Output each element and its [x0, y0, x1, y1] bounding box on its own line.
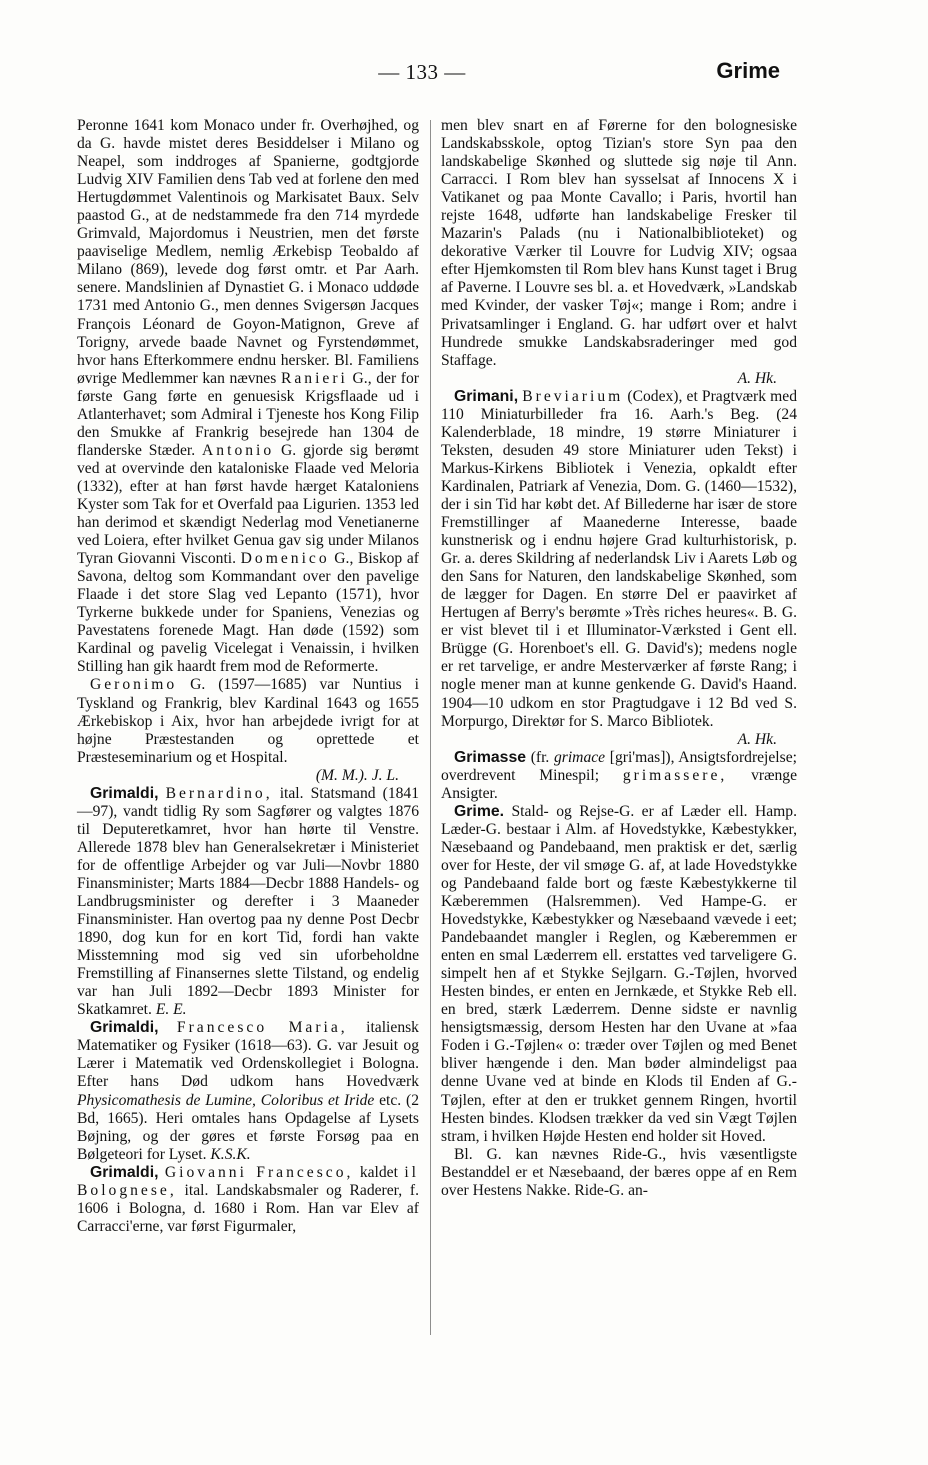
entry-grimasse: Grimasse (fr. grimace [gri'mas]), Ansigtsfordrejelse; overdrevent Minespil; grimassere, vrænge Ansigter.	[441, 748, 797, 802]
entry-grimaldi-giovanni: Grimaldi, Giovanni Francesco, kaldet il Bolognese, ital. Landskabsmaler og Raderer, f. 1606 i Bologna, d. 1680 i Rom. Han var Elev af Carracci'erne, var først Figurmaler,	[77, 1163, 419, 1235]
ride-grime-paragraph: Bl. G. kan nævnes Ride-G., hvis væsentligste Bestanddel er et Næsebaand, der bæres oppe af en Rem over Hestens Nakke. Ride-G. an-	[441, 1145, 797, 1199]
headword: Grimaldi,	[90, 784, 159, 802]
signature: K.S.K.	[210, 1145, 251, 1163]
left-column	[77, 117, 419, 1236]
signature: E. E.	[155, 1001, 187, 1019]
entry-grimaldi-bernardino: Grimaldi, Bernardino, ital. Statsmand (1841—97), vandt tidlig Ry som Sagfører og valgtes 1876 til Deputeretkamret, hvor han hørte til Venstre. Allerede 1878 blev han Generalsekretær i Ministeriet for de offentlige Arbejder og var Juli—Novbr 1880 Finansminister; Marts 1884—Decbr 1888 Handels- og Landbrugsminister og derefter i 3 Maaneder Finansminister. Han overtog paa ny denne Post Decbr 1890, dog kun for en kort Tid, fordi han vakte Misstemning mod sig ved sin uforbeholdne Fremstilling af Finansernes slette Tilstand, og endelig var han Juli 1892—Decbr 1893 Minister for Skatkamret. E. E.	[77, 784, 420, 1019]
signature: A. Hk.	[737, 730, 777, 748]
grimaldi-continued-paragraph: men blev snart en af Førerne for den bolognesiske Landskabsskole, optog Tizian's store Syn paa den landskabelige Skønhed og sluttede sig nøje til Ann. Carracci. I Rom blev han sysselsat af Innocens X i Vatikanet og paa Monte Cavallo; i Paris, hvortil han rejste 1648, udførte han landskabelige Fresker til Mazarin's Palads (nu i Nationalbiblioteket) og dekorative Værker til Louvre for Ludvig XIV; ogsaa efter Hjemkomsten til Rom blev hans Kunst taget i Brug af Paverne. I Louvre ses bl. a. et Hovedværk, »Landskab med Kvinder, der vasker Tøj«; mange i Rom; andre i Privatsamlinger i England. G. har udført over et halvt Hundrede smukke Landskabsraderinger med god Staffage. A. Hk.	[441, 117, 797, 387]
headword: Grime.	[454, 802, 505, 820]
entry-grimani: Grimani, Breviarium (Codex), et Pragtværk med 110 Miniaturbilleder fra 16. Aarh.'s Beg. (24 Kalenderblade, 18 mindre, 19 større Miniaturer i Teksten, desuden 49 store Miniaturer uden Tekst) i Markus-Kirkens Bibliotek i Venezia, opkaldt efter Kardinalen, Patriark af Venezia, Dom. G. (1460—1532), der i sin Tid har købt det. Af Billederne har især de store Fremstillinger af Maanederne Interesse, baade kunstnerisk og i endnu højere Grad kulturhistorisk, p. Gr. a. deres Skildring af nederlandsk Liv i Aarets Løb og den Sans for Naturen, den landskabelige Skønhed, som de lægger for Dagen. En større Del er paavirket af Hertugen af Berry's berømte »Très riches heures«. B. G. er vist blevet til i et Illuminator-Værksted i Gent ell. Brügge (G. Horenboet's ell. G. David's); medens nogle er ret tarvelige, er andre Mesterværker af første Rang; i nogle mener man at kunne genkende G. David's Haand. 1904—10 udkom en stor Pragtudgave i 12 Bd ved S. Morpurgo, Direktør for S. Marco Bibliotek. A. Hk.	[441, 387, 797, 748]
right-column	[441, 117, 797, 1200]
headword: Grimaldi,	[90, 1163, 159, 1181]
signature: (M. M.). J. L.	[315, 766, 399, 784]
headword: Grimani,	[454, 387, 519, 405]
column-divider	[430, 120, 431, 1335]
headword: Grimaldi,	[90, 1019, 159, 1037]
monaco-paragraph: Peronne 1641 kom Monaco under fr. Overhøjhed, og da G. havde mistet deres Besiddelser i Milano og Neapel, som inddroges af Spanierne, godtgjorde Ludvig XIV Familien dens Tab ved at forlene den med Hertugdømmet Valentinois og Markisatet Baux. Selv paastod G., at de nedstammede fra den 714 myrdede Grimvald, Majordomus i Neustrien, men det første paaviselige Medlem, nemlig Ærkebisp Teobaldo af Milano (869), levede dog først omtr. et Par Aarh. senere. Mandslinien af Dynastiet G. i Monaco uddøde 1731 med Antonio G., men dennes Svigersøn Jacques François Léonard de Goyon-Matignon, Greve af Torigny, arvede baade Navnet og Fyrstendømmet, hvor hans Efterkommere endnu hersker. Bl. Familiens øvrige Medlemmer kan nævnes Ranieri G., der for første Gang førte en genuesisk Krigsflaade ud i Atlanterhavet; som Admiral i Tjeneste hos Kong Filip den Smukke af Frankrig besejrede han 1304 de flanderske Stæder. Antonio G. gjorde sig berømt ved at overvinde den kataloniske Flaade ved Meloria (1332), efter at han først havde hærget Kataloniens Kyster som Tak for et Overfald paa Ligurien. 1353 led han derimod et skændigt Nederlag mod Venetianerne ved Loiera, efter hvilket Genua gav sig under Milanos Tyran Giovanni Visconti. Domenico G., Biskop af Savona, deltog som Kommandant over den pavelige Flaade i det store Slag ved Lepanto (1571), hvor Tyrkerne bukkede under for Spaniens, Venezias og Pavestatens forenede Magt. Han døde (1592) som Kardinal og pavelig Vicelegat i Venaissin, i hvilken Stilling han gik haardt frem mod de Reformerte.	[77, 117, 420, 676]
page-number: — 133 —	[378, 60, 466, 84]
geronimo-paragraph: Geronimo G. (1597—1685) var Nuntius i Tyskland og Frankrig, blev Kardinal 1643 og 1655 Ærkebiskop i Aix, hvor han arbejdede ivrigt for at højne Præstestanden og oprettede et Præsteseminarium og et Hospital. (M. M.). J. L.	[77, 676, 419, 784]
entry-grime: Grime. Stald- og Rejse-G. er af Læder ell. Hamp. Læder-G. bestaar i Alm. af Hovedstykke, Kæbestykker, Næsebaand og Pandebaand, men praktisk er det, særlig over for Heste, der vil smøge G. af, at lade Hovedstykke og Pandebaand falde bort og fæste Kæbestykkerne til Kæberemmen (Halsremmen). Ved Hampe-G. er Hovedstykke, Kæbestykker og Næsebaand vævede i eet; Pandebaandet mangler i Reglen, og Kæberemmen er enten en smal Læderrem ell. erstattes ved tarveligere G. simpelt hen af et Stykke Sejlgarn. G.-Tøjlen, hvorved Hesten bindes, er enten en Jernkæde, et Stykke Reb ell. en bred, stærk Læderrem. Denne sidste er navnlig hensigtsmæssig, dersom Hesten har den Uvane at »faa Foden i G.-Tøjlen« o: træder over Tøjlen og med Benet bliver hængende i den. Man bøder almindeligst paa denne Uvane ved at binde en Klods til Enden af G.-Tøjlen, efter at den er trukket gennem Ringen, hvortil Hesten bindes. Klodsen trækker da ved sin Vægt Tøjlen stram, i hvilken Højde Hesten end holder sit Hoved.	[441, 802, 797, 1145]
signature: A. Hk.	[737, 369, 777, 387]
headword: Grimasse	[454, 748, 527, 766]
entry-grimaldi-francesco: Grimaldi, Francesco Maria, italiensk Matematiker og Fysiker (1618—63). G. var Jesuit og Lærer i Matematik ved Ordenskollegiet i Bologna. Efter hans Død udkom hans Hovedværk Physicomathesis de Lumine, Coloribus et Iride etc. (2 Bd, 1665). Heri omtales hans Opdagelse af Lysets Bøjning, og der gøres et første Forsøg paa en Bølgeteori for Lyset. K.S.K.	[77, 1019, 419, 1163]
running-head: Grime	[716, 58, 780, 83]
